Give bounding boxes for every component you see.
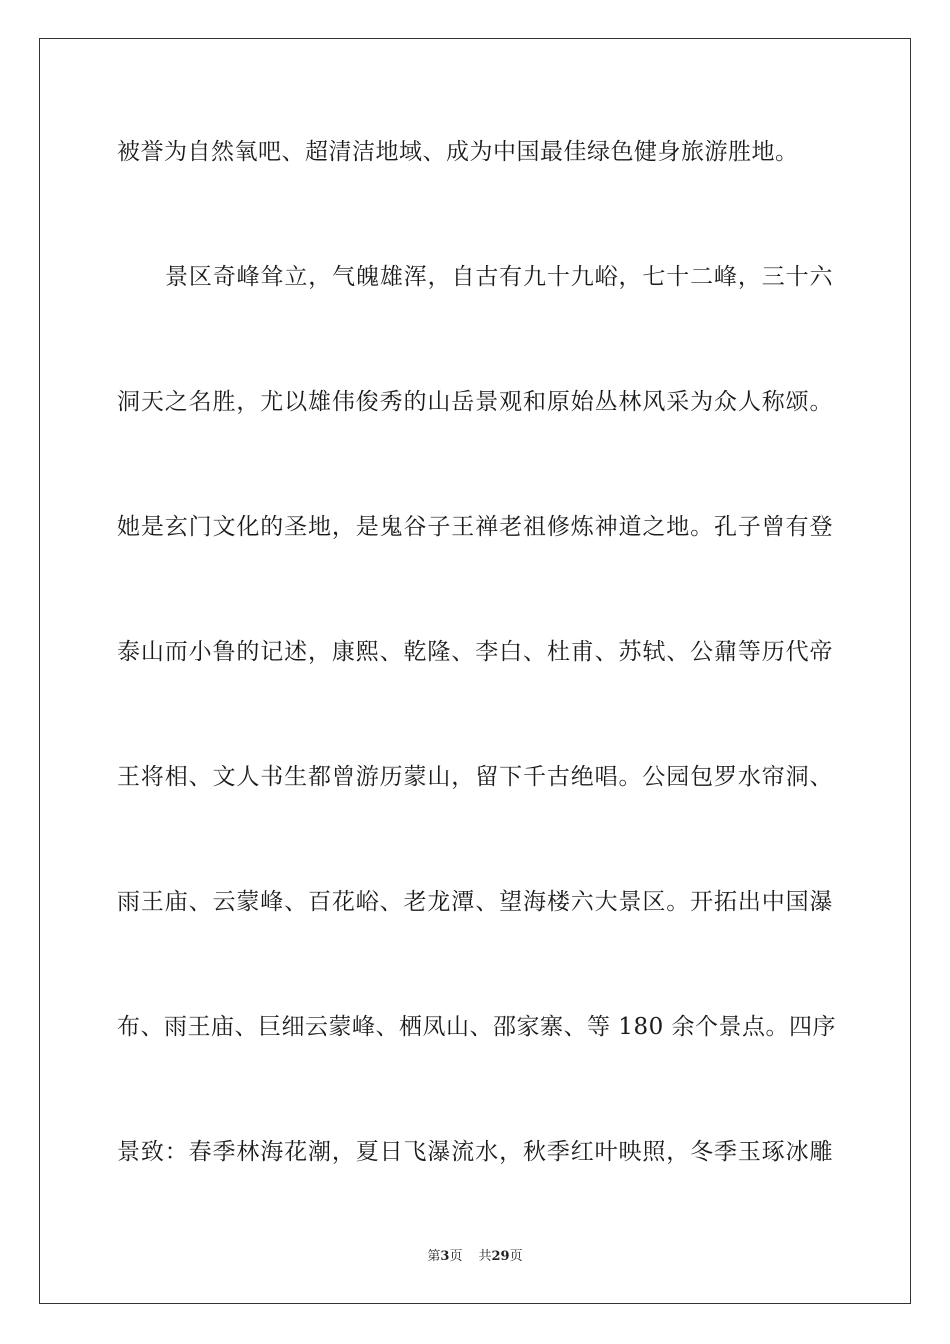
total-suffix: 页	[509, 1249, 523, 1264]
page-footer	[0, 1249, 950, 1265]
page-suffix: 页	[449, 1249, 463, 1264]
text-line-2: 景区奇峰耸立，气魄雄浑，自古有九十九峪，七十二峰，三十六	[165, 264, 833, 290]
text-line-6: 王将相、文人书生都曾游历蒙山，留下千古绝唱。公园包罗水帘洞、	[117, 764, 833, 790]
text-line-1: 被誉为自然氧吧、超清洁地域、成为中国最佳绿色健身旅游胜地。	[117, 139, 799, 165]
page-number: 3	[440, 1249, 450, 1264]
page-border	[39, 38, 911, 1304]
text-line-9: 景致：春季林海花潮，夏日飞瀑流水，秋季红叶映照，冬季玉琢冰雕	[117, 1139, 833, 1165]
text-line-5: 泰山而小鲁的记述，康熙、乾隆、李白、杜甫、苏轼、公鼐等历代帝	[117, 639, 833, 665]
text-line-8: 布、雨王庙、巨细云蒙峰、栖凤山、邵家寨、等 180 余个景点。四序	[117, 1014, 837, 1040]
total-pages: 29	[491, 1249, 510, 1264]
text-line-3: 洞天之名胜，尤以雄伟俊秀的山岳景观和原始丛林风采为众人称颂。	[117, 389, 833, 415]
text-line-7: 雨王庙、云蒙峰、百花峪、老龙潭、望海楼六大景区。开拓出中国瀑	[117, 889, 833, 915]
page-prefix: 第	[427, 1249, 441, 1264]
total-prefix: 共	[478, 1249, 492, 1264]
text-line-4: 她是玄门文化的圣地，是鬼谷子王禅老祖修炼神道之地。孔子曾有登	[117, 514, 833, 540]
